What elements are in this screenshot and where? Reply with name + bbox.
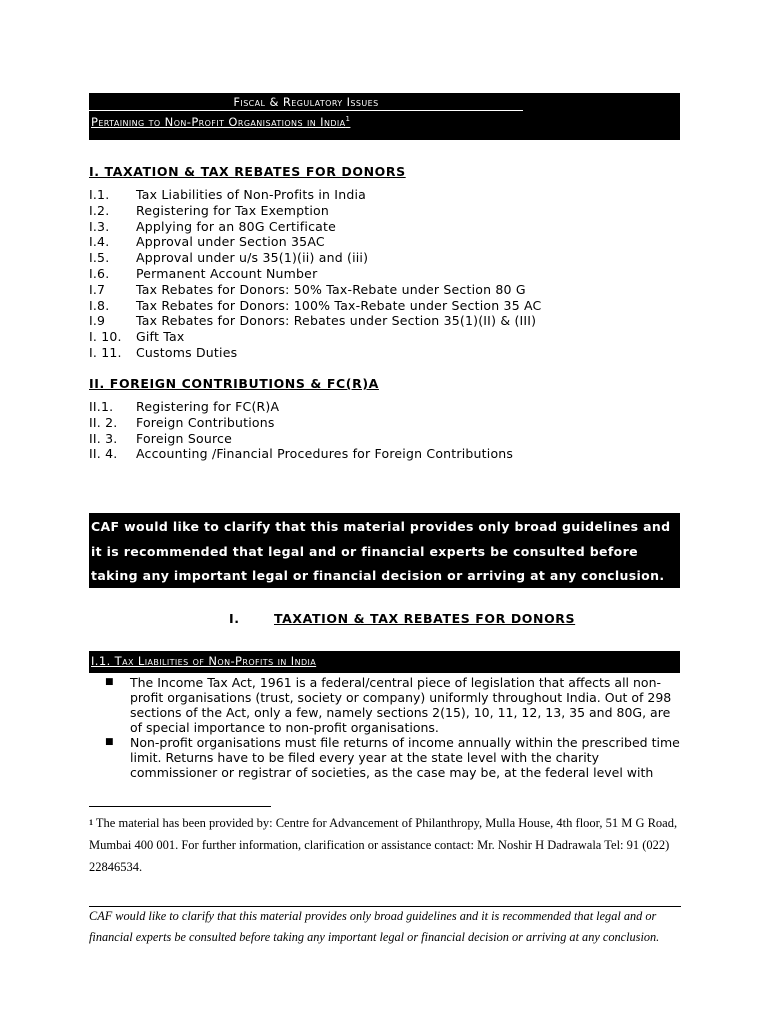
section-1-toc bbox=[89, 187, 541, 361]
toc-item: I.5. Approval under u/s 35(1)(ii) and (iii) bbox=[89, 250, 369, 266]
toc-item: II.1. Registering for FC(R)A bbox=[89, 399, 280, 414]
toc-item: I.8. Tax Rebates for Donors: 100% Tax-Rebate under Section 35 AC bbox=[89, 297, 542, 313]
toc-item: II. 4. Accounting /Financial Procedures for Foreign Contributions bbox=[89, 446, 514, 462]
title-banner bbox=[89, 93, 680, 140]
section-1-heading: I. TAXATION & TAX REBATES FOR DONORS bbox=[89, 164, 406, 179]
list-item: ■ Non-profit organisations must file returns of income annually within the prescribed time limit. Returns have to be filed every year at the state level with the charity commissioner or registrar of societies, as the case may be, at the federal level with bbox=[105, 735, 680, 780]
toc-item: I. 10. Gift Tax bbox=[89, 329, 185, 345]
section-2-heading: II. FOREIGN CONTRIBUTIONS & FC(R)A bbox=[89, 376, 379, 391]
list-item: ■ The Income Tax Act, 1961 is a federal/central piece of legislation that affects all non-profit organisations (trust, society or company) uniformly throughout India. Out of 298 sections of the Act, only a few, namely sections 2(15), 10, 11, 12, 13, 35 and 80G, are of special importance to non-profit organisations. bbox=[105, 675, 672, 735]
toc-item: I.9 Tax Rebates for Donors: Rebates under Section 35(1)(II) & (III) bbox=[89, 313, 537, 329]
bullet-icon: ■ bbox=[105, 677, 114, 687]
section-2-toc bbox=[89, 399, 513, 462]
toc-item: I. 11. Customs Duties bbox=[89, 344, 238, 360]
bullet-icon: ■ bbox=[105, 737, 114, 747]
subsection-heading: I.1. Tax Liabilities of Non-Profits in India bbox=[91, 654, 317, 668]
body-section-heading: I. TAXATION & TAX REBATES FOR DONORS bbox=[229, 611, 576, 626]
toc-item: I.4. Approval under Section 35AC bbox=[89, 234, 325, 250]
disclaimer-notice: CAF would like to clarify that this material provides only broad guidelines and it is recommended that legal and or financial experts be consulted before taking any important legal or financial decision or arriving at any conclusion. bbox=[89, 513, 680, 588]
subsection-banner bbox=[89, 651, 680, 673]
footnote: $^1$ The material has been provided by: Centre for Advancement of Philanthropy, Mulla House, 4th floor, 51 M G Road, Mumbai 400 001. For further information, clarification or assistance contact: Mr. Noshir H Dadrawala Tel: 91 (022) 22846534. bbox=[89, 816, 678, 874]
toc-item: I.6. Permanent Account Number bbox=[89, 265, 318, 281]
document-subtitle: Pertaining to Non-Profit Organisations in India$^1$ bbox=[91, 115, 351, 129]
page-footer: CAF would like to clarify that this material provides only broad guidelines and it is recommended that legal and or financial experts be consulted before taking any important legal or financial decision or arriving at any conclusion. bbox=[89, 909, 660, 944]
footnote-divider bbox=[89, 806, 271, 807]
toc-item: I.1. Tax Liabilities of Non-Profits in India bbox=[89, 187, 366, 202]
bullet-list bbox=[105, 675, 680, 780]
toc-item: I.2. Registering for Tax Exemption bbox=[89, 202, 329, 218]
toc-item: II. 3. Foreign Source bbox=[89, 430, 232, 446]
footnote-ref: 1 bbox=[345, 115, 351, 124]
toc-item: I.3. Applying for an 80G Certificate bbox=[89, 218, 337, 234]
document-title: Fiscal & Regulatory Issues bbox=[89, 95, 523, 111]
toc-item: II. 2. Foreign Contributions bbox=[89, 414, 275, 430]
toc-item: I.7 Tax Rebates for Donors: 50% Tax-Rebate under Section 80 G bbox=[89, 281, 526, 297]
